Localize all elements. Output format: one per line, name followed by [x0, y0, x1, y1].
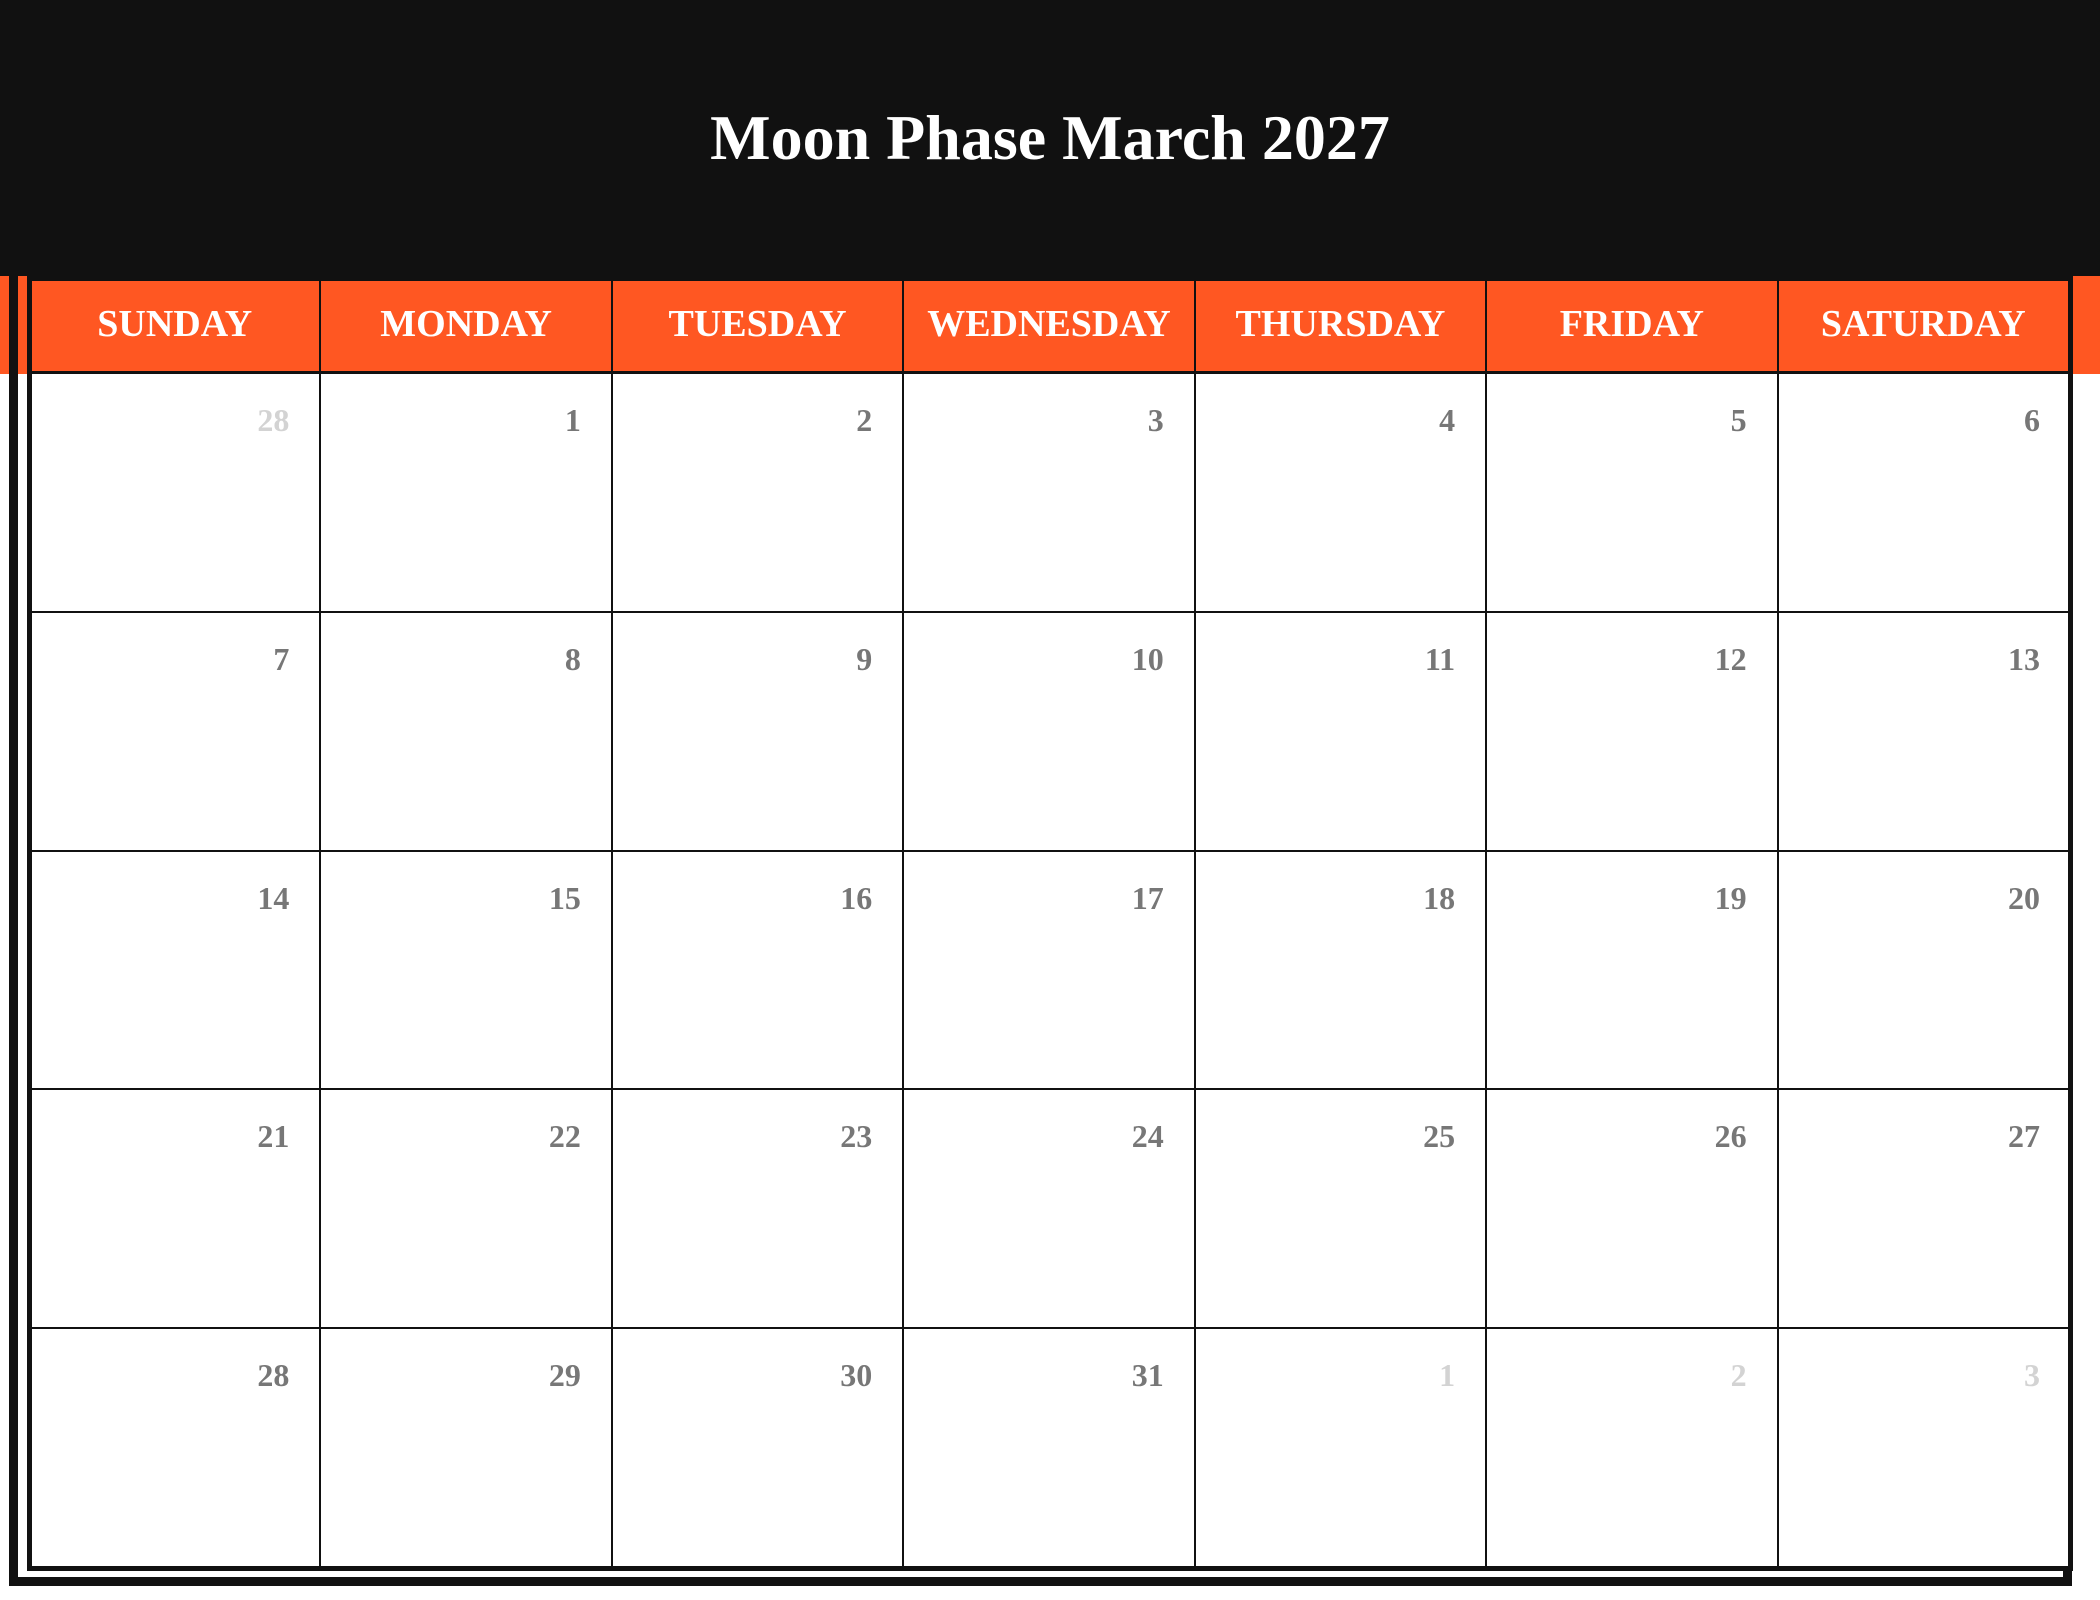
day-number: 17	[1131, 879, 1164, 916]
day-number: 8	[564, 640, 581, 677]
day-number: 9	[856, 640, 873, 677]
day-number: 16	[840, 879, 873, 916]
day-number: 29	[548, 1357, 581, 1394]
day-number: 28	[257, 1357, 290, 1394]
day-number: 5	[1730, 402, 1747, 438]
day-number: 19	[1714, 879, 1747, 916]
day-number: 27	[2007, 1118, 2040, 1155]
day-number: 12	[1714, 640, 1747, 677]
weekday-header-saturday: SATURDAY	[1779, 276, 2070, 374]
inner-frame	[27, 276, 2073, 1571]
day-number: 24	[1131, 1118, 1164, 1155]
day-number: 26	[1714, 1118, 1747, 1155]
day-number: 11	[1424, 640, 1456, 677]
day-number: 10	[1131, 640, 1164, 677]
weekday-header-friday: FRIDAY	[1487, 276, 1778, 374]
day-number: 14	[257, 879, 290, 916]
day-number: 13	[2007, 640, 2040, 677]
weekday-header-wednesday: WEDNESDAY	[904, 276, 1195, 374]
day-number: 6	[2023, 402, 2040, 438]
day-number: 4	[1439, 402, 1456, 438]
day-number: 7	[273, 640, 290, 677]
day-number: 1	[564, 402, 581, 438]
day-number: 23	[840, 1118, 873, 1155]
adjacent-month-day-number: 2	[1730, 1357, 1747, 1394]
day-number: 22	[548, 1118, 581, 1155]
weekday-header-sunday: SUNDAY	[30, 276, 321, 374]
day-number: 2	[856, 402, 873, 438]
day-number: 21	[257, 1118, 290, 1155]
day-number: 3	[1147, 402, 1164, 438]
day-number: 20	[2007, 879, 2040, 916]
adjacent-month-day-number: 1	[1439, 1357, 1456, 1394]
day-number: 18	[1423, 879, 1456, 916]
day-number: 30	[840, 1357, 873, 1394]
day-number: 25	[1423, 1118, 1456, 1155]
day-number: 15	[548, 879, 581, 916]
weekday-header-tuesday: TUESDAY	[613, 276, 904, 374]
weekday-header-monday: MONDAY	[321, 276, 612, 374]
weekday-header-thursday: THURSDAY	[1196, 276, 1487, 374]
adjacent-month-day-number: 28	[257, 402, 290, 438]
day-number: 31	[1131, 1357, 1164, 1394]
page-title: Moon Phase March 2027	[710, 102, 1390, 173]
adjacent-month-day-number: 3	[2023, 1357, 2040, 1394]
